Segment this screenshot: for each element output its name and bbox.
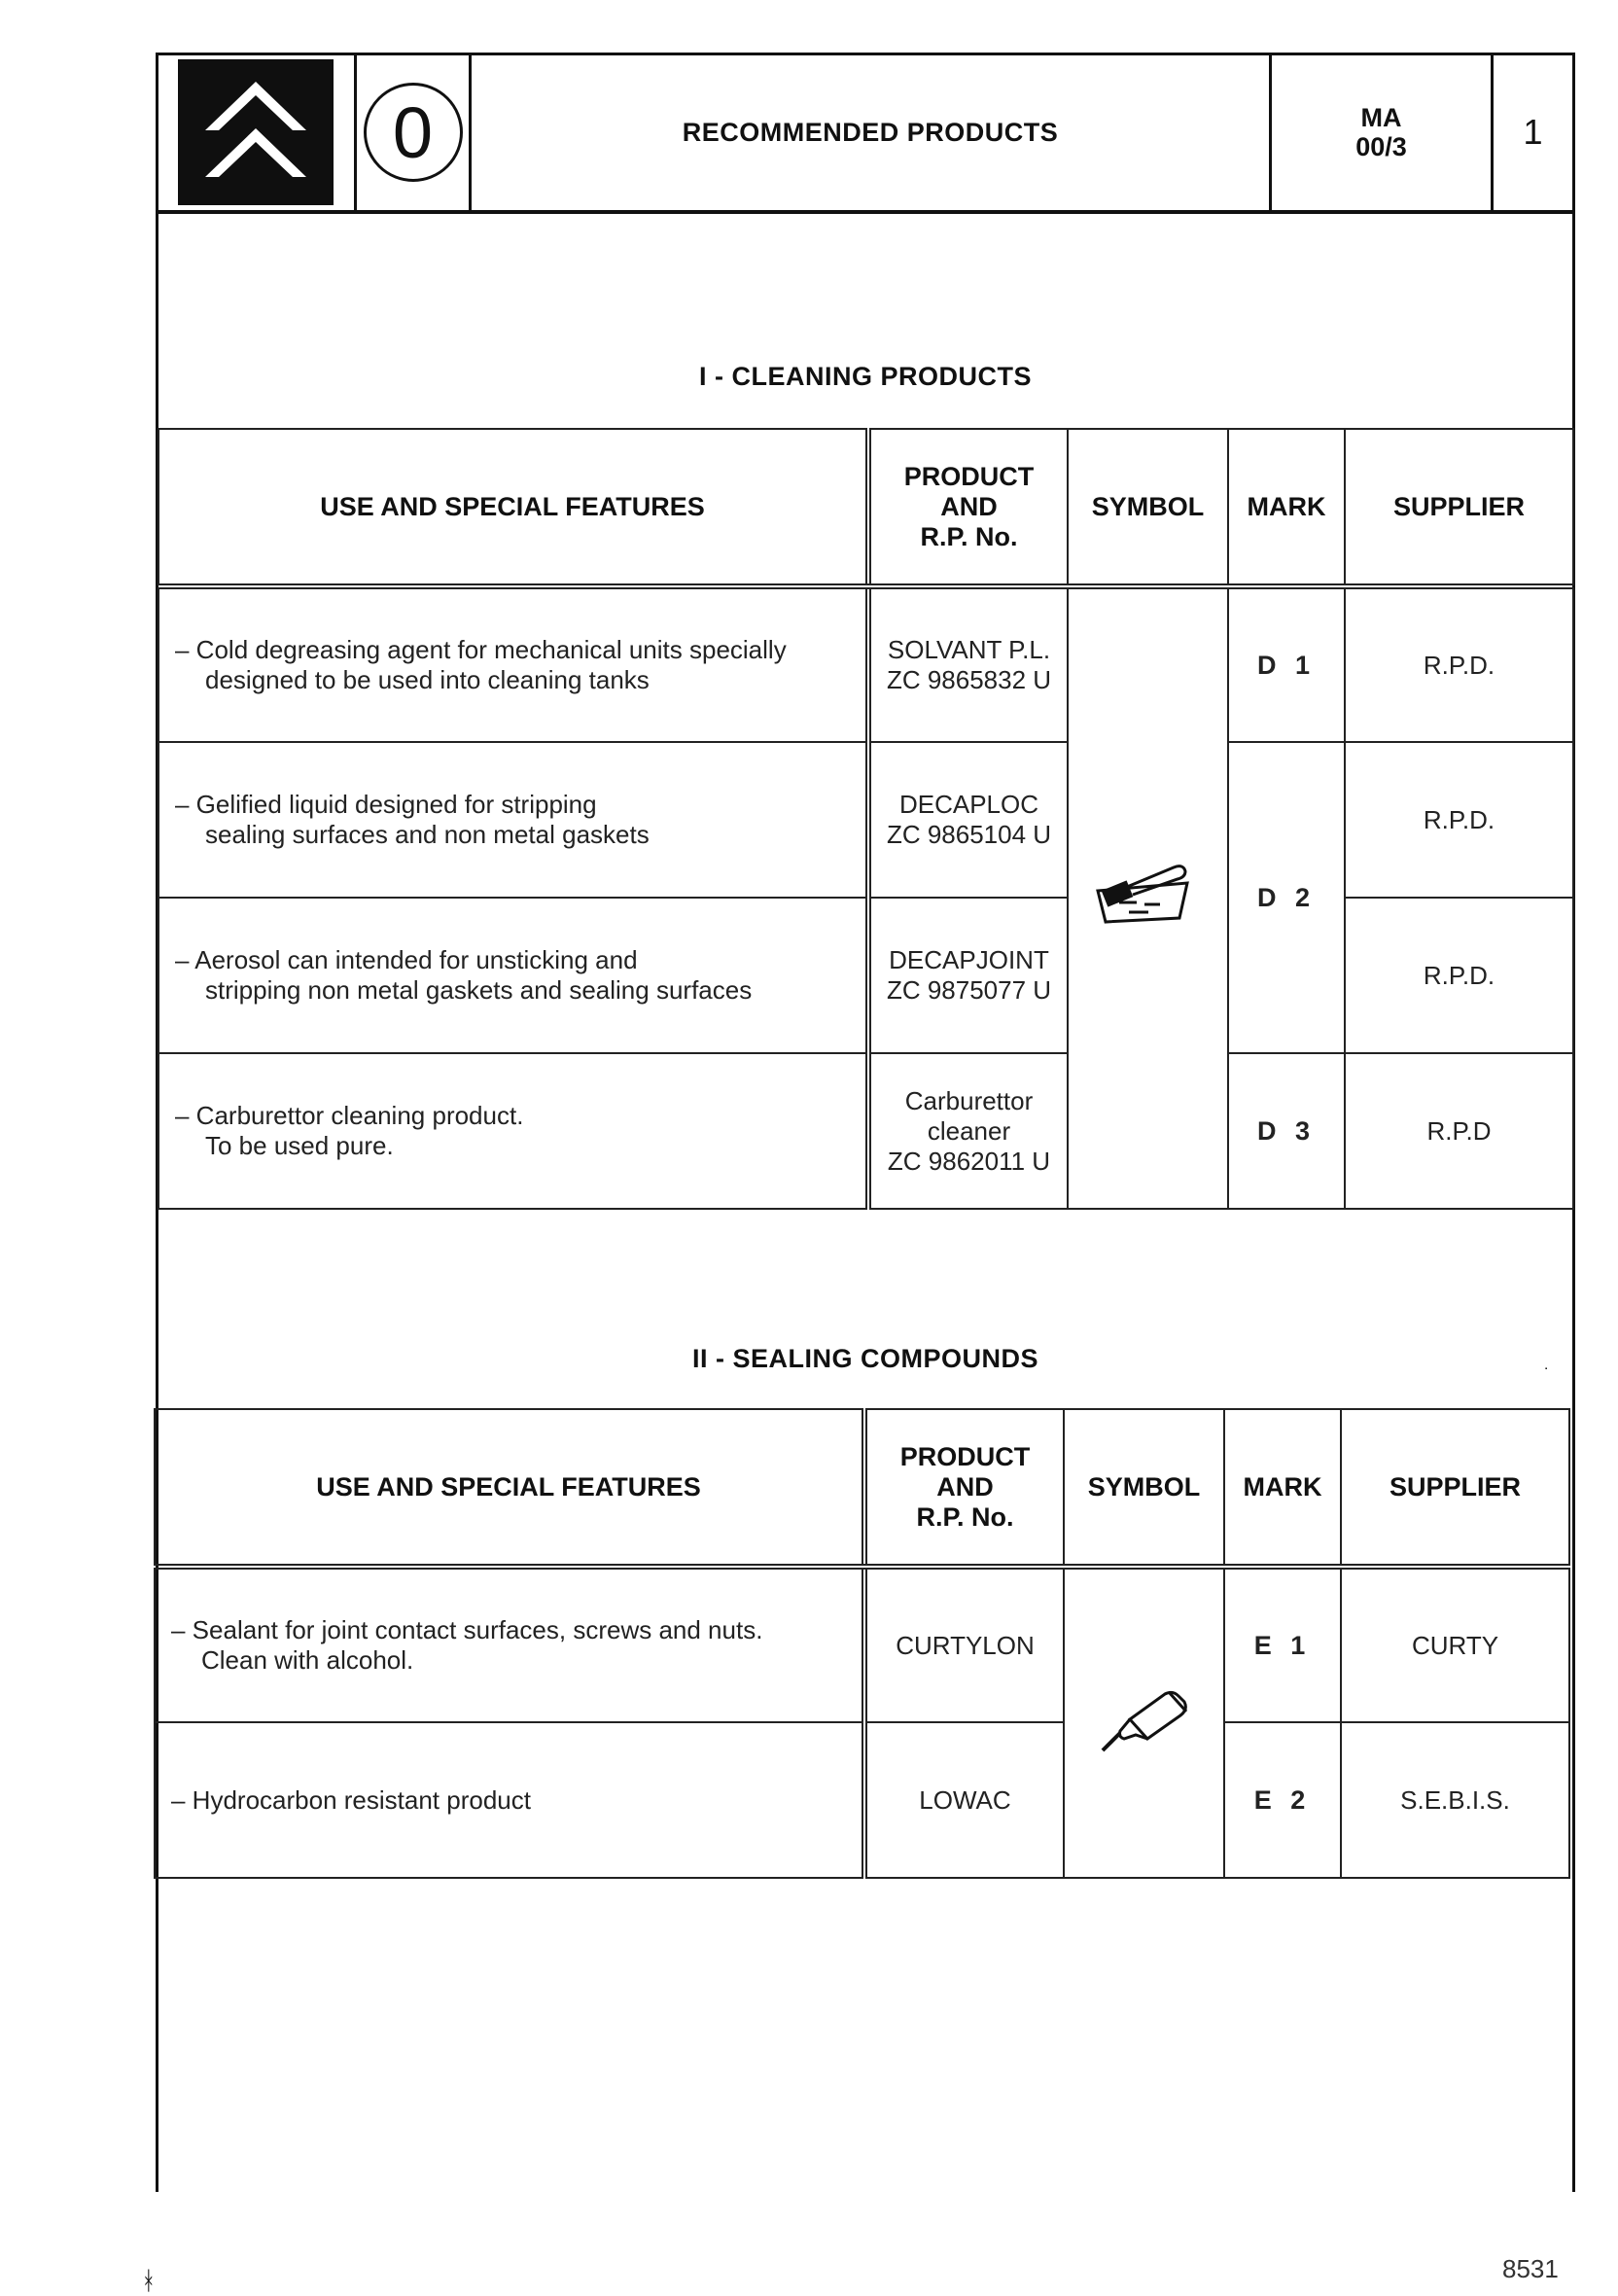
column-header-product-line3: R.P. No.	[916, 1501, 1014, 1532]
table-header-row	[158, 429, 1573, 586]
product-cell	[868, 586, 1068, 742]
product-part-number: ZC 9865104 U	[886, 820, 1052, 849]
brush-and-tray-icon	[1090, 862, 1207, 930]
column-header-supplier: SUPPLIER	[1341, 1409, 1569, 1567]
product-cell: LOWAC	[864, 1722, 1064, 1878]
section-number: 0	[364, 83, 463, 182]
tube-icon	[1091, 1677, 1198, 1764]
use-cell	[158, 1053, 868, 1209]
section-2-title: II - SEALING COMPOUNDS	[691, 1344, 1038, 1373]
use-text-line2: designed to be used into cleaning tanks	[205, 665, 650, 694]
symbol-cell	[1068, 586, 1228, 1209]
cleaning-products-table	[158, 428, 1574, 1210]
column-header-mark: MARK	[1228, 429, 1345, 586]
column-header-use: USE AND SPECIAL FEATURES	[155, 1409, 864, 1567]
table-header-row	[155, 1409, 1569, 1567]
use-cell	[158, 586, 868, 742]
product-name: DECAPJOINT	[889, 945, 1049, 974]
use-text-line1: – Aerosol can intended for unsticking and	[175, 945, 638, 974]
use-cell	[155, 1722, 864, 1878]
section-number-cell	[357, 54, 472, 210]
product-name: Carburettor	[904, 1085, 1034, 1115]
column-header-product-line1: PRODUCT	[903, 461, 1035, 491]
supplier-cell: S.E.B.I.S.	[1341, 1722, 1569, 1878]
mark-cell: D 3	[1228, 1053, 1345, 1209]
mark-cell: E 1	[1224, 1567, 1341, 1722]
use-text-line1: – Cold degreasing agent for mechanical units specially	[175, 635, 787, 664]
mark-cell: D 2	[1228, 742, 1345, 1053]
column-header-product	[864, 1409, 1064, 1567]
product-part-number: ZC 9875077 U	[886, 975, 1052, 1005]
reference-line-2: 00/3	[1355, 132, 1407, 161]
brand-logo	[178, 59, 334, 205]
symbol-cell	[1064, 1567, 1224, 1878]
column-header-product-line2: AND	[936, 1471, 994, 1501]
table-row	[158, 1053, 1573, 1209]
product-cell	[868, 742, 1068, 898]
reference-line-1: MA	[1360, 103, 1402, 132]
column-header-product-line3: R.P. No.	[920, 521, 1018, 551]
use-text-line2: sealing surfaces and non metal gaskets	[205, 820, 650, 849]
use-text-line1: – Carburettor cleaning product.	[175, 1101, 524, 1130]
product-part-number: ZC 9862011 U	[887, 1146, 1051, 1176]
table-row	[155, 1722, 1569, 1878]
table-row	[158, 742, 1573, 898]
use-text-line1: – Gelified liquid designed for stripping	[175, 790, 597, 819]
table-row	[158, 586, 1573, 742]
document-header	[158, 54, 1572, 214]
section-1-title: I - CLEANING PRODUCTS	[698, 362, 1032, 391]
product-cell	[868, 898, 1068, 1053]
product-cell	[868, 1053, 1068, 1209]
supplier-cell: R.P.D	[1345, 1053, 1573, 1209]
supplier-cell: R.P.D.	[1345, 742, 1573, 898]
page-title: RECOMMENDED PRODUCTS	[472, 54, 1272, 210]
product-part-number: ZC 9865832 U	[886, 665, 1052, 694]
mark-cell: D 1	[1228, 586, 1345, 742]
mark-cell: E 2	[1224, 1722, 1341, 1878]
use-text-line2: To be used pure.	[205, 1131, 394, 1160]
document-reference	[1272, 54, 1494, 210]
column-header-product	[868, 429, 1068, 586]
supplier-cell: R.P.D.	[1345, 586, 1573, 742]
product-name: SOLVANT P.L.	[887, 635, 1051, 664]
column-header-symbol: SYMBOL	[1068, 429, 1228, 586]
logo-cell	[158, 54, 357, 210]
footer-code: 8531	[1502, 2254, 1559, 2283]
supplier-cell: CURTY	[1341, 1567, 1569, 1722]
use-cell	[155, 1567, 864, 1722]
column-header-mark: MARK	[1224, 1409, 1341, 1567]
table-row	[155, 1567, 1569, 1722]
stray-mark: ˙	[1544, 1365, 1550, 1385]
column-header-symbol: SYMBOL	[1064, 1409, 1224, 1567]
footer-symbol: ᚼ	[141, 2266, 157, 2295]
column-header-product-line1: PRODUCT	[899, 1441, 1031, 1471]
product-name-line2: cleaner	[927, 1115, 1011, 1146]
column-header-use: USE AND SPECIAL FEATURES	[158, 429, 868, 586]
supplier-cell: R.P.D.	[1345, 898, 1573, 1053]
double-chevron-icon	[197, 74, 314, 191]
column-header-product-line2: AND	[940, 491, 998, 521]
product-cell: CURTYLON	[864, 1567, 1064, 1722]
column-header-supplier: SUPPLIER	[1345, 429, 1573, 586]
use-cell	[158, 742, 868, 898]
use-cell	[158, 898, 868, 1053]
use-text-line1: – Hydrocarbon resistant product	[171, 1784, 531, 1815]
page-number: 1	[1523, 112, 1543, 152]
product-name: DECAPLOC	[898, 790, 1039, 819]
use-text-line2: stripping non metal gaskets and sealing surfaces	[205, 975, 753, 1005]
table-row	[158, 898, 1573, 1053]
use-text-line2: Clean with alcohol.	[201, 1645, 414, 1675]
use-text-line1: – Sealant for joint contact surfaces, screws and nuts.	[171, 1615, 763, 1644]
sealing-compounds-table	[154, 1408, 1570, 1879]
